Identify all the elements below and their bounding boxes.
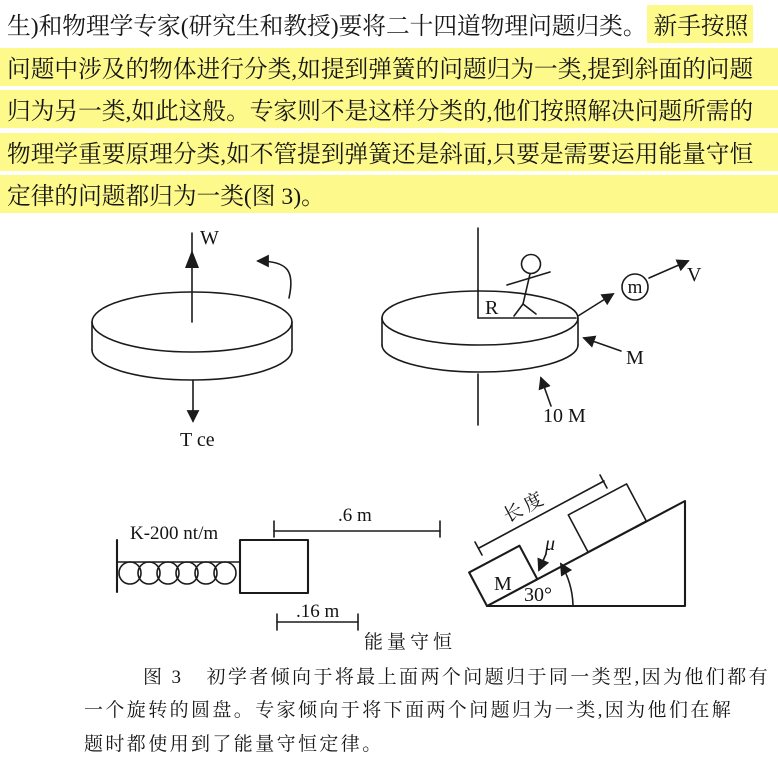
disk-mass-pointer-arrow [541, 378, 551, 406]
caption-line-1 [84, 661, 776, 694]
friction-label: μ [545, 533, 556, 555]
velocity-label: V [687, 264, 702, 286]
spring-block-diagram [117, 505, 456, 653]
long-distance-dimension [274, 505, 440, 537]
paragraph-line-2: 问题中涉及的物体进行分类,如提到弹簧的问题归为一类,提到斜面的问题 [0, 48, 778, 86]
spring-constant-label: K-200 nt/m [130, 523, 219, 544]
rim-mass-label: M [626, 347, 644, 369]
block-rect [240, 540, 308, 593]
spinning-disk-diagram [92, 227, 292, 451]
radius-label: R [485, 297, 499, 319]
rotation-arrow-icon [258, 261, 291, 298]
friction-pointer-arrow [539, 554, 546, 570]
weight-arrowhead-icon [185, 250, 199, 268]
paragraph-line-1 [0, 5, 778, 43]
short-distance-dimension [277, 601, 358, 630]
caption-line-3: 题时都使用到了能量守恒定律。 [84, 733, 384, 755]
figure-caption [84, 661, 776, 761]
rim-mass-pointer-arrow [584, 338, 621, 351]
short-distance-label: .16 m [296, 601, 340, 622]
velocity-arrow [649, 261, 688, 278]
angle-label: 30° [524, 584, 552, 606]
incline-block-mass-label: M [494, 573, 512, 595]
incline-diagram [469, 475, 685, 606]
paragraph-line-3: 归为另一类,如此这般。专家则不是这样分类的,他们按照解决问题所需的 [0, 90, 778, 128]
long-distance-label: .6 m [338, 505, 372, 526]
paragraph-line-1-plain-text: 生)和物理学专家(研究生和教授)要将二十四道物理问题归类。 [7, 14, 647, 40]
spring-coil-icon [119, 562, 236, 584]
ejected-mass-arrow [578, 294, 613, 316]
caption-line-1-text: 初学者倾向于将最上面两个问题归于同一类型,因为他们都有 [206, 667, 771, 688]
disk-person-diagram [382, 228, 702, 427]
highlighted-paragraph [0, 5, 778, 218]
caption-figure-label: 图 3 [143, 667, 184, 688]
caption-line-2: 一个旋转的圆盘。专家倾向于将下面两个问题归为一类,因为他们在解 [84, 700, 734, 722]
paragraph-line-4: 物理学重要原理分类,如不管提到弹簧还是斜面,只要是需要运用能量守恒 [0, 133, 778, 171]
weight-label: W [200, 227, 219, 249]
tension-label: T ce [180, 429, 215, 451]
disk-mass-label: 10 M [543, 405, 586, 427]
principle-label: 能量守恒 [364, 632, 457, 653]
length-label: 长度 [500, 487, 551, 528]
small-mass-label: m [627, 277, 643, 298]
physics-problems-figure [0, 215, 778, 660]
paragraph-line-5: 定律的问题都归为一类(图 3)。 [0, 175, 778, 213]
paragraph-line-1-highlighted-text: 新手按照 [647, 5, 754, 43]
